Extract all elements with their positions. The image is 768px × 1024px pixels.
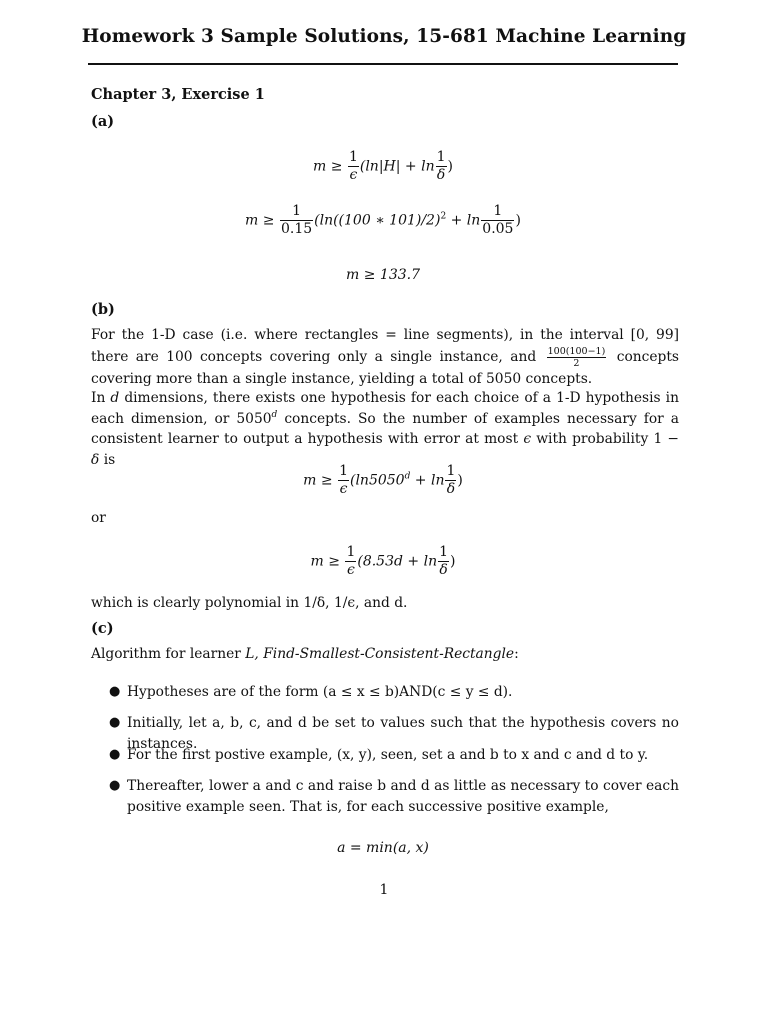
- title-rule: [88, 63, 678, 65]
- bullet-icon: ●: [109, 684, 121, 699]
- bullet-icon: ●: [109, 715, 121, 730]
- bullet-icon: ●: [109, 747, 121, 762]
- part-b-label: (b): [91, 301, 115, 318]
- equation-4: m ≥ $\frac{1}{\epsilon}$ ($\ln 5050^d + \ln$ $\frac{1}{\delta}$ ): [303, 463, 463, 497]
- or-text: or: [91, 510, 106, 526]
- part-b-paragraph-1: For the 1-D case (i.e. where rectangles = line segments), in the interval [0, 99] there are 100 concepts covering only a single instance, and $\frac{100(100-1)}{2}$ concepts covering more than a single instance, yielding a total of 5050 concepts.: [91, 327, 680, 387]
- page-number: 1: [379, 882, 389, 898]
- part-c-intro: Algorithm for learner L, Find-Smallest-Consistent-Rectangle:: [91, 646, 519, 662]
- equation-5: m ≥ $\frac{1}{\epsilon}$ (8.53d + ln $\frac{1}{\delta}$ ): [310, 544, 456, 578]
- part-c-label: (c): [91, 620, 114, 637]
- equation-3: m ≥ 133.7: [346, 267, 420, 283]
- part-a-label: (a): [91, 113, 115, 130]
- page-title: Homework 3 Sample Solutions, 15-681 Machine Learning: [81, 26, 687, 47]
- part-b-paragraph-3: which is clearly polynomial in 1/δ, 1/ϵ, and d.: [91, 595, 408, 611]
- section-heading: Chapter 3, Exercise 1: [91, 86, 265, 103]
- equation-1: m ≥ $\frac{1}{\epsilon}$ (ln|H| + ln $\frac{1}{\delta}$ ): [313, 149, 453, 183]
- part-b-paragraph-2: In d dimensions, there exists one hypothesis for each choice of a 1-D hypothesis in each dimension, or 5050$^d$ concepts. So the number of examples necessary for a consistent learner to output a hypothesis with error at most ϵ with probability 1 − δ is: [91, 390, 680, 468]
- bullet-icon: ●: [109, 778, 121, 793]
- equation-2: m ≥ $\frac{1}{0.15}$ (ln((100 ∗ 101)/2)$^2$ + ln $\frac{1}{0.05}$ ): [245, 203, 521, 237]
- equation-6: a = min(a, x): [337, 840, 429, 856]
